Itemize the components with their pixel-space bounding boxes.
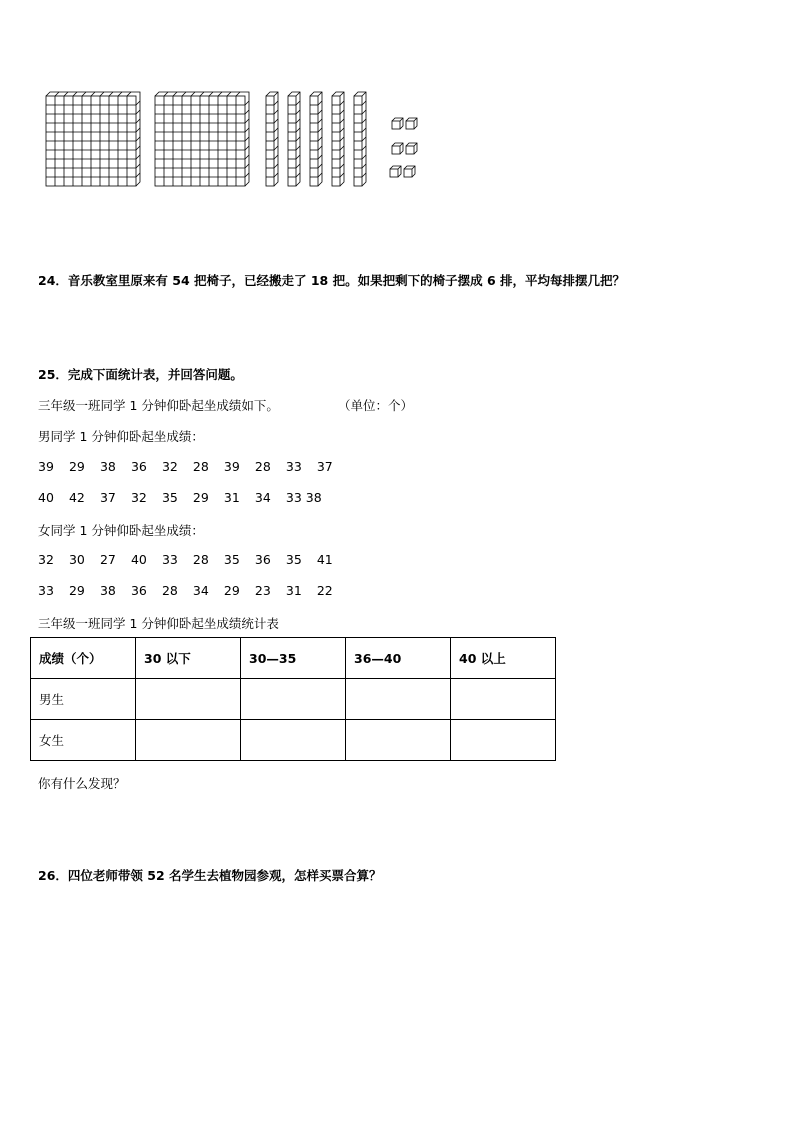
table-cell[interactable] xyxy=(241,720,346,761)
question-25-title: 25．完成下面统计表，并回答问题。 xyxy=(38,367,243,382)
table-header-cell: 30 以下 xyxy=(136,638,241,679)
score: 42 xyxy=(68,490,85,505)
score: 38 xyxy=(99,459,116,474)
score: 29 xyxy=(68,459,85,474)
table-cell[interactable] xyxy=(346,720,451,761)
table-header-cell: 成绩（个） xyxy=(31,638,136,679)
table-row xyxy=(31,720,556,761)
score: 40 xyxy=(130,552,147,567)
score: 28 xyxy=(192,552,209,567)
score: 39 xyxy=(38,459,54,474)
score: 37 xyxy=(316,459,333,474)
score: 36 xyxy=(254,552,271,567)
score: 33 xyxy=(161,552,178,567)
girls-scores-row-2 xyxy=(38,583,333,598)
score: 31 xyxy=(223,490,240,505)
score: 40 xyxy=(38,490,54,505)
table-cell[interactable] xyxy=(241,679,346,720)
score: 29 xyxy=(192,490,209,505)
score: 23 xyxy=(254,583,271,598)
row-label: 男生 xyxy=(31,679,136,720)
score: 38 xyxy=(99,583,116,598)
girls-label: 女同学 1 分钟仰卧起坐成绩： xyxy=(38,523,204,538)
score: 33 xyxy=(38,583,54,598)
score: 33 38 xyxy=(285,490,322,505)
score: 34 xyxy=(254,490,271,505)
score: 32 xyxy=(130,490,147,505)
score: 22 xyxy=(316,583,333,598)
statistics-table xyxy=(30,637,556,761)
q25-intro: 三年级一班同学 1 分钟仰卧起坐成绩如下。 xyxy=(38,398,279,413)
score: 30 xyxy=(68,552,85,567)
girls-scores-row-1 xyxy=(38,552,333,567)
row-label: 女生 xyxy=(31,720,136,761)
score: 37 xyxy=(99,490,116,505)
q25-followup: 你有什么发现？ xyxy=(38,776,126,791)
unit-cube-icon xyxy=(406,143,417,154)
table-cell[interactable] xyxy=(346,679,451,720)
q25-unit: （单位：个） xyxy=(338,398,414,413)
score: 32 xyxy=(38,552,54,567)
score: 28 xyxy=(254,459,271,474)
table-cell[interactable] xyxy=(136,720,241,761)
ten-rod-icon xyxy=(266,92,278,186)
score: 33 xyxy=(285,459,302,474)
unit-cube-icon xyxy=(390,166,401,177)
score: 31 xyxy=(285,583,302,598)
table-cell[interactable] xyxy=(451,679,556,720)
score: 29 xyxy=(68,583,85,598)
score: 36 xyxy=(130,583,147,598)
score: 28 xyxy=(161,583,178,598)
unit-cube-icon xyxy=(392,118,403,129)
table-row xyxy=(31,679,556,720)
score: 27 xyxy=(99,552,116,567)
boys-scores-row-1 xyxy=(38,459,333,474)
table-cell[interactable] xyxy=(451,720,556,761)
ten-rod-icon xyxy=(288,92,300,186)
score: 35 xyxy=(161,490,178,505)
table-header-cell: 30—35 xyxy=(241,638,346,679)
score: 39 xyxy=(223,459,240,474)
score: 32 xyxy=(161,459,178,474)
table-header-cell: 36—40 xyxy=(346,638,451,679)
boys-scores-row-2 xyxy=(38,490,322,505)
question-24: 24．音乐教室里原来有 54 把椅子，已经搬走了 18 把。如果把剩下的椅子摆成 6 排，平均每排摆几把？ xyxy=(38,273,625,288)
question-26: 26．四位老师带领 52 名学生去植物园参观，怎样买票合算？ xyxy=(38,868,382,883)
table-title: 三年级一班同学 1 分钟仰卧起坐成绩统计表 xyxy=(38,616,279,631)
ten-rod-icon xyxy=(310,92,322,186)
unit-cube-icon xyxy=(404,166,415,177)
hundred-block-icon xyxy=(155,92,249,186)
table-header-cell: 40 以上 xyxy=(451,638,556,679)
score: 34 xyxy=(192,583,209,598)
base-ten-blocks-figure xyxy=(40,88,440,193)
ten-rod-icon xyxy=(332,92,344,186)
table-cell[interactable] xyxy=(136,679,241,720)
score: 28 xyxy=(192,459,209,474)
score: 41 xyxy=(316,552,333,567)
table-header-row xyxy=(31,638,556,679)
score: 36 xyxy=(130,459,147,474)
unit-cube-icon xyxy=(392,143,403,154)
ten-rod-icon xyxy=(354,92,366,186)
score: 35 xyxy=(223,552,240,567)
hundred-block-icon xyxy=(46,92,140,186)
score: 29 xyxy=(223,583,240,598)
unit-cube-icon xyxy=(406,118,417,129)
score: 35 xyxy=(285,552,302,567)
boys-label: 男同学 1 分钟仰卧起坐成绩： xyxy=(38,429,204,444)
